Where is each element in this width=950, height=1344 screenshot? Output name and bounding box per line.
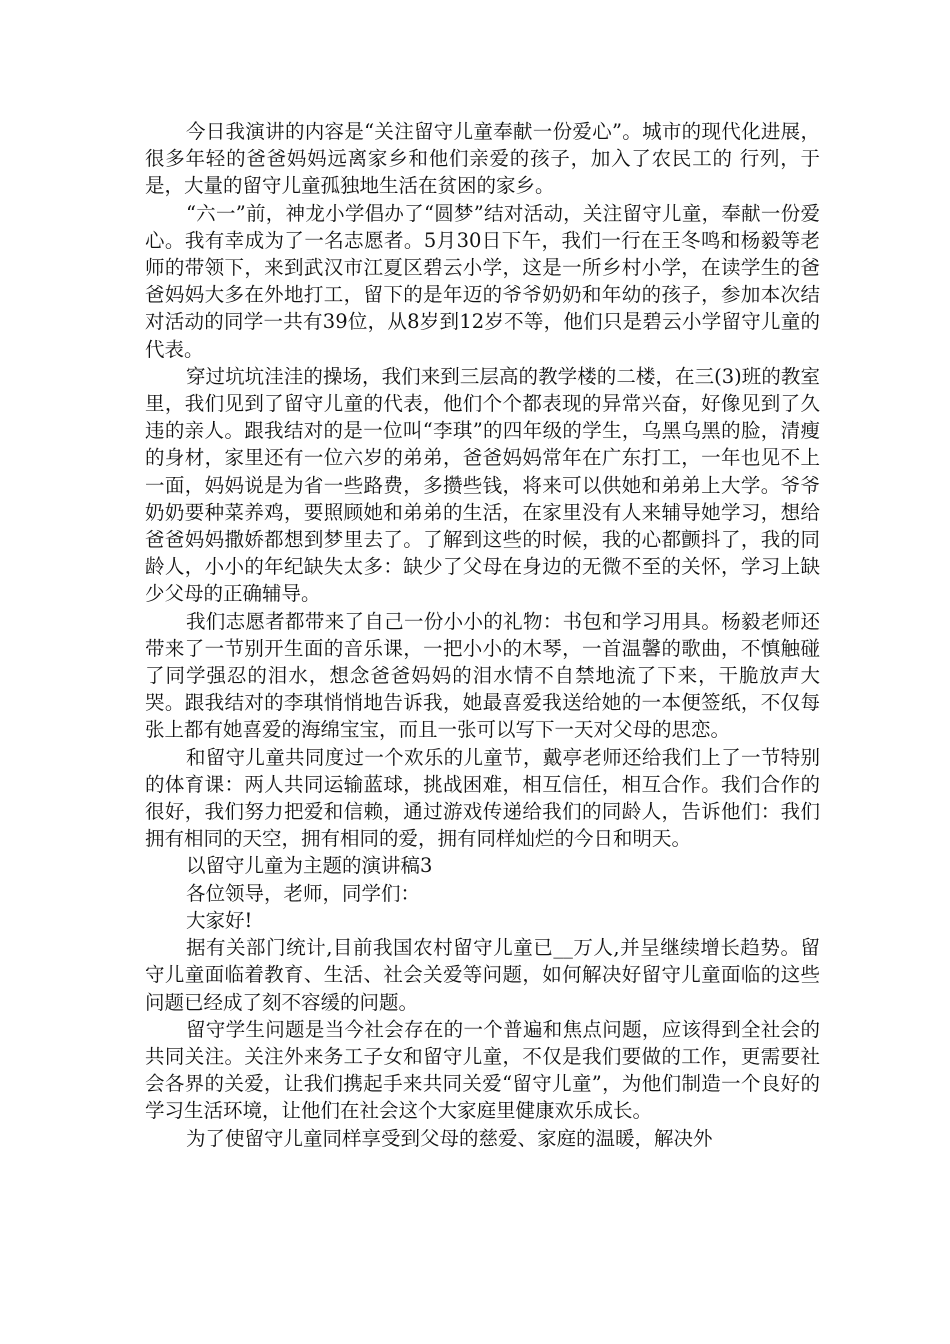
paragraph-8: 为了使留守儿童同样享受到父母的慈爱、家庭的温暖，解决外 — [185, 1126, 713, 1150]
paragraph-4: 我们志愿者都带来了自己一份小小的礼物：书包和学习用具。杨毅老师还带来了一节别开生面的音乐课，一把小小的木琴，一首温馨的歌曲，不慎触碰了同学强忍的泪水，想念爸爸妈妈的泪水情不自禁地流了下来，干脆放声大哭。跟我结对的李琪悄悄地告诉我，她最喜爱我送给她的一本便签纸，不仅每张上都有她喜爱的海绵宝宝，而且一张可以写下一天对父母的思恋。 — [145, 609, 820, 742]
paragraph-1: 今日我演讲的内容是“关注留守儿童奉献一份爱心”。城市的现代化进展，很多年轻的爸爸妈妈远离家乡和他们亲爱的孩子，加入了农民工的 行列，于是，大量的留守儿童孤独地生活在贫困的家乡。 — [145, 120, 820, 198]
paragraph-6: 据有关部门统计,目前我国农村留守儿童已__万人,并呈继续增长趋势。留守儿童面临着教育、生活、社会关爱等问题，如何解决好留守儿童面临的这些问题已经成了刻不容缓的问题。 — [145, 936, 820, 1014]
greeting: 大家好! — [185, 908, 253, 932]
speech-title: 以留守儿童为主题的演讲稿3 — [185, 854, 433, 878]
paragraph-5: 和留守儿童共同度过一个欢乐的儿童节，戴亭老师还给我们上了一节特别的体育课：两人共同运输蓝球，挑战困难，相互信任，相互合作。我们合作的很好，我们努力把爱和信赖，通过游戏传递给我们的同龄人，告诉他们：我们拥有相同的天空，拥有相同的爱，拥有同样灿烂的今日和明天。 — [145, 745, 820, 851]
document-page — [145, 118, 820, 1152]
paragraph-2: “六一”前，神龙小学倡办了“圆梦”结对活动，关注留守儿童，奉献一份爱心。我有幸成为了一名志愿者。5月30日下午，我们一行在王冬鸣和杨毅等老师的带领下，来到武汉市江夏区碧云小学，这是一所乡村小学，在读学生的爸爸妈妈大多在外地打工，留下的是年迈的爷爷奶奶和年幼的孩子，参加本次结对活动的同学一共有39位，从8岁到12岁不等，他们只是碧云小学留守儿童的代表。 — [145, 201, 820, 361]
salutation: 各位领导，老师，同学们： — [185, 881, 420, 905]
paragraph-3: 穿过坑坑洼洼的操场，我们来到三层高的教学楼的二楼，在三(3)班的教室里，我们见到了留守儿童的代表，他们个个都表现的异常兴奋，好像见到了久违的亲人。跟我结对的是一位叫“李琪”的四年级的学生，乌黑乌黑的脸，清瘦的身材，家里还有一位六岁的弟弟，爸爸妈妈常年在广东打工，一年也见不上一面，妈妈说是为省一些路费，多攒些钱，将来可以供她和弟弟上大学。爷爷奶奶要种菜养鸡，要照顾她和弟弟的生活，在家里没有人来辅导她学习，想给爸爸妈妈撒娇都想到梦里去了。了解到这些的时候，我的心都颤抖了，我的同龄人，小小的年纪缺失太多：缺少了父母在身边的无微不至的关怀，学习上缺少父母的正确辅导。 — [145, 364, 820, 606]
paragraph-7: 留守学生问题是当今社会存在的一个普遍和焦点问题，应该得到全社会的共同关注。关注外来务工子女和留守儿童，不仅是我们要做的工作，更需要社会各界的关爱，让我们携起手来共同关爱“留守儿童”，为他们制造一个良好的学习生活环境，让他们在社会这个大家庭里健康欢乐成长。 — [145, 1017, 820, 1123]
